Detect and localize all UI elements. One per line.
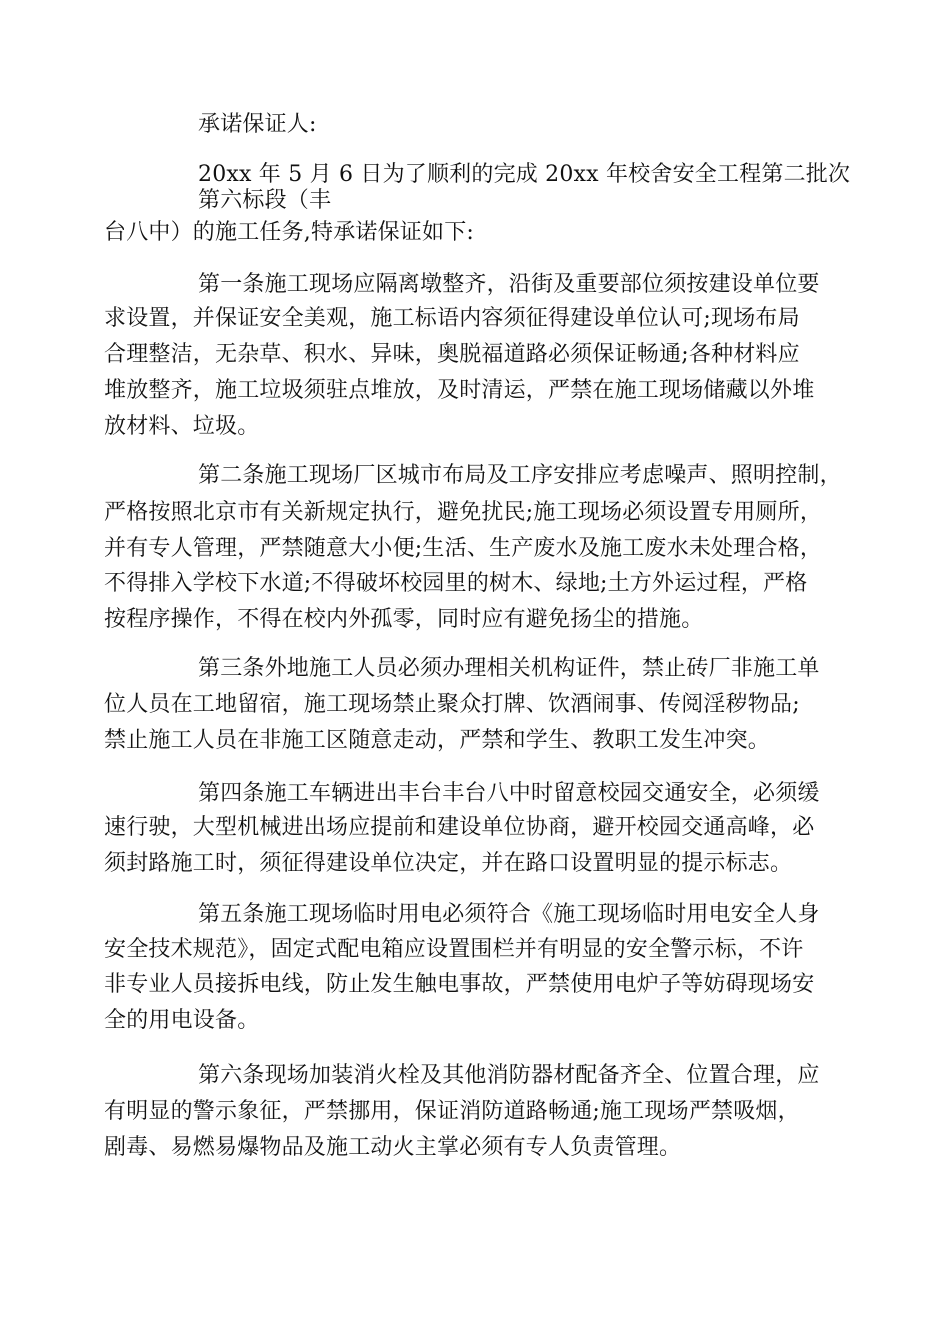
article-6-line: 第六条现场加装消火栓及其他消防器材配备齐全、位置合理，应 bbox=[198, 1063, 820, 1088]
intro-line: 第六标段（丰 bbox=[198, 188, 332, 213]
article-1-line: 第一条施工现场应隔离墩整齐，沿街及重要部位须按建设单位要 bbox=[198, 272, 820, 297]
heading: 承诺保证人: bbox=[198, 112, 317, 137]
article-4-line: 须封路施工时，须征得建设单位决定，并在路口设置明显的提示标志。 bbox=[104, 851, 793, 876]
article-1-line: 求设置，并保证安全美观，施工标语内容须征得建设单位认可;现场布局 bbox=[104, 306, 800, 331]
article-2-line: 不得排入学校下水道;不得破坏校园里的树木、绿地;土方外运过程，严格 bbox=[104, 571, 808, 596]
article-2-line: 并有专人管理，严禁随意大小便;生活、生产废水及施工废水未处理合格， bbox=[104, 536, 823, 561]
intro-line: 20xx 年 5 月 6 日为了顺利的完成 20xx 年校舍安全工程第二批次 bbox=[198, 162, 851, 187]
article-1-line: 放材料、垃圾。 bbox=[104, 414, 260, 439]
article-2-line: 按程序操作，不得在校内外孤零，同时应有避免扬尘的措施。 bbox=[104, 607, 704, 632]
article-2-line: 严格按照北京市有关新规定执行，避免扰民;施工现场必须设置专用厕所， bbox=[104, 500, 823, 525]
article-1-line: 合理整洁，无杂草、积水、异味，奥脱福道路必须保证畅通;各种材料应 bbox=[104, 342, 800, 367]
article-3-line: 位人员在工地留宿，施工现场禁止聚众打牌、饮酒闹事、传阅淫秽物品; bbox=[104, 692, 800, 717]
article-6-line: 剧毒、易燃易爆物品及施工动火主掌必须有专人负责管理。 bbox=[104, 1135, 682, 1160]
intro-line: 台八中）的施工任务,特承诺保证如下: bbox=[104, 220, 475, 245]
article-5-line: 第五条施工现场临时用电必须符合《施工现场临时用电安全人身 bbox=[198, 902, 820, 927]
article-6-line: 有明显的警示象征，严禁挪用，保证消防道路畅通;施工现场严禁吸烟， bbox=[104, 1099, 800, 1124]
article-4-line: 速行驶，大型机械进出场应提前和建设单位协商，避开校园交通高峰，必 bbox=[104, 815, 815, 840]
article-3-line: 禁止施工人员在非施工区随意走动，严禁和学生、教职工发生冲突。 bbox=[104, 728, 771, 753]
article-3-line: 第三条外地施工人员必须办理相关机构证件，禁止砖厂非施工单 bbox=[198, 656, 820, 681]
article-5-line: 非专业人员接拆电线，防止发生触电事故，严禁使用电炉子等妨碍现场安 bbox=[104, 972, 815, 997]
article-5-line: 安全技术规范》，固定式配电箱应设置围栏并有明显的安全警示标，不许 bbox=[104, 937, 804, 962]
article-4-line: 第四条施工车辆进出丰台丰台八中时留意校园交通安全，必须缓 bbox=[198, 781, 820, 806]
article-5-line: 全的用电设备。 bbox=[104, 1008, 260, 1033]
article-1-line: 堆放整齐，施工垃圾须驻点堆放，及时清运，严禁在施工现场储藏以外堆 bbox=[104, 378, 815, 403]
article-2-line: 第二条施工现场厂区城市布局及工序安排应考虑噪声、照明控制， bbox=[198, 463, 842, 488]
